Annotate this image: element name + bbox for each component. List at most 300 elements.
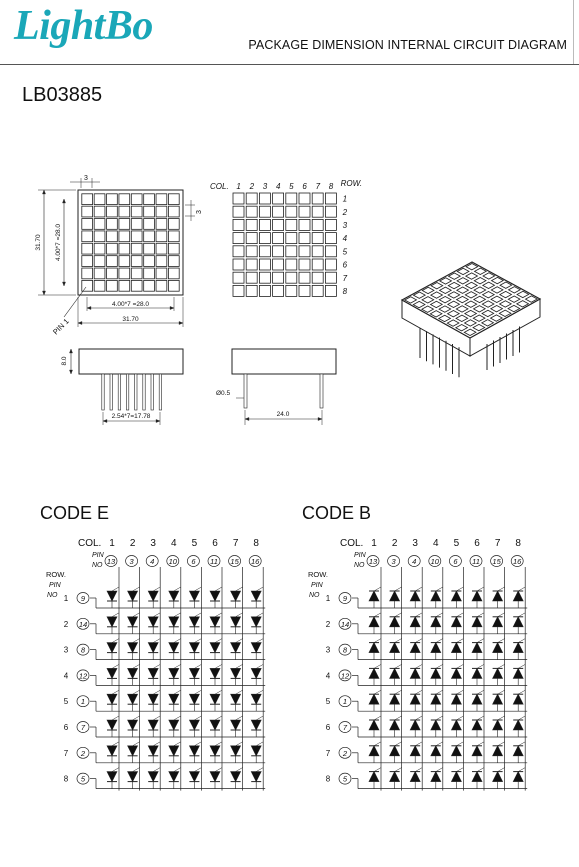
code-b-led-link [436,716,443,720]
code-b-led-diode [451,694,461,704]
grid-led-cell [233,285,244,296]
code-e-led-link [194,716,201,720]
code-b-col-pin-number: 4 [412,557,417,566]
code-e-led-diode [210,617,220,627]
code-b-led-link [498,716,505,720]
code-b-led-link [415,639,422,643]
front-view-led-cell [119,256,130,267]
code-b-led-link [498,690,505,694]
side-view-pin [110,374,112,410]
code-e-led-diode [148,643,158,653]
grid-col-number: 3 [262,182,268,191]
grid-row-number: 1 [342,194,348,204]
code-b-led-diode [493,746,503,756]
code-e-led-link [215,690,222,694]
grid-led-cell [246,246,257,257]
code-b-led-diode [390,746,400,756]
code-b-led-link [477,587,484,591]
front-view-led-cell [156,219,167,230]
grid-led-cell [273,285,284,296]
code-e-col-number: 2 [129,538,136,549]
code-e-led-diode [251,694,261,704]
code-b-col-number: 6 [474,538,480,549]
front-view-led-cell [94,268,105,279]
code-e-led-link [174,664,181,668]
code-b-led-link [395,742,402,746]
code-b-row-number: 4 [325,671,331,681]
code-e-led-diode [231,668,241,678]
code-b-led-diode [513,720,523,730]
code-e-led-diode [107,772,117,782]
code-e-led-link [133,768,140,772]
code-e-led-link [174,639,181,643]
code-b-col-number: 3 [412,538,418,549]
code-e-row-number: 7 [63,748,69,758]
code-e-led-diode [107,617,117,627]
front-view-led-cell [156,206,167,217]
grid-row-label: ROW. [340,179,363,188]
code-e-led-link [153,664,160,668]
code-b-led-link [518,639,525,643]
dim-pin-pitch-label: 2.54*7=17.78 [111,413,151,420]
code-b-led-diode [493,668,503,678]
code-e-led-link [133,716,140,720]
code-b-led-link [415,587,422,591]
code-b-col-number: 1 [371,538,377,549]
code-b-led-link [456,690,463,694]
dim-height-arrow-arrow-a [42,190,45,194]
code-b-led-diode [431,591,441,601]
code-b-led-diode [472,720,482,730]
code-b-led-diode [390,694,400,704]
dim-pin-row-arrow-arrow-a [245,417,249,420]
grid-led-cell [312,259,323,270]
front-view-led-cell [119,280,130,291]
code-b-led-diode [431,720,441,730]
dim-pin-pitch-arrow-arrow-b [156,419,160,422]
code-e-led-diode [231,720,241,730]
code-e-col-pin-number: 11 [210,557,218,566]
code-b-led-diode [410,591,420,601]
code-b-row-number: 3 [325,645,331,655]
front-view-led-cell [156,268,167,279]
code-b-col-number: 7 [494,538,501,549]
code-b-led-link [456,587,463,591]
end-view-body [232,349,336,374]
code-b-led-link [456,639,463,643]
code-b-led-diode [431,643,441,653]
grid-led-cell [273,246,284,257]
front-view-led-cell [107,219,118,230]
code-b-led-diode [390,617,400,627]
code-b-row-number: 1 [325,594,331,603]
code-e-row-number: 2 [63,619,69,629]
code-b-led-link [395,639,402,643]
front-view-led-cell [131,206,142,217]
code-b-led-link [456,742,463,746]
code-b-led-link [477,690,484,694]
grid-led-cell [259,285,270,296]
grid-led-cell [286,285,297,296]
code-e-led-diode [128,694,138,704]
code-e-led-link [112,768,119,772]
code-e-row-pin-number: 7 [80,723,86,732]
grid-led-cell [325,259,336,270]
code-e-led-link [174,690,181,694]
grid-led-cell [233,219,244,230]
grid-led-cell [233,233,244,244]
code-e-col-number: 1 [109,538,115,549]
code-e-row-pin-number: 2 [80,748,86,758]
code-e-led-diode [210,746,220,756]
code-e-led-link [256,716,263,720]
dim-width-arrow-arrow-a [78,321,82,324]
dim-pin-pitch-arrow-arrow-a [103,419,107,422]
dim-pitch-h-arrow-arrow-a [87,306,91,309]
code-b-row-no-label: NO [309,592,320,599]
code-b-col-number: 4 [433,538,439,549]
front-view-led-cell [131,243,142,254]
code-b-led-link [374,664,381,668]
grid-led-cell [259,219,270,230]
grid-led-cell [312,193,323,204]
code-e-led-link [236,664,243,668]
code-e-row-label: ROW. [46,570,66,579]
code-b-led-link [374,742,381,746]
code-e-led-link [153,587,160,591]
code-e-led-link [174,587,181,591]
side-view-pin [135,374,137,410]
code-e-col-pin-number: 13 [106,557,116,566]
code-e-led-link [112,716,119,720]
dim-thickness-arrow-arrow-a [69,349,72,353]
code-b-row-number: 7 [325,748,331,758]
code-e-led-diode [231,746,241,756]
code-b-led-diode [451,772,461,782]
code-e-led-link [236,768,243,772]
code-e-led-diode [231,772,241,782]
code-b-led-diode [410,772,420,782]
grid-led-cell [246,219,257,230]
pin1-leader [64,287,86,317]
code-b-led-diode [513,643,523,653]
code-e-row-pin-number: 14 [78,619,88,629]
front-view-led-cell [119,194,130,205]
dim-pin-row-label: 24.0 [276,411,290,418]
code-b-led-link [518,742,525,746]
code-b-col-label: COL. [340,538,364,549]
dim-width-label: 31.70 [122,316,139,323]
code-b-led-diode [410,617,420,627]
code-b-row-pin-number: 8 [342,645,348,655]
code-b-led-diode [451,746,461,756]
code-b-led-diode [410,643,420,653]
code-e-led-link [215,587,222,591]
code-e-led-diode [231,617,241,627]
code-b-led-diode [410,668,420,678]
code-b-led-diode [369,643,379,653]
code-e-led-link [194,639,201,643]
code-b-led-diode [472,617,482,627]
code-e-led-diode [148,694,158,704]
code-e-led-diode [169,591,179,601]
code-e-led-diode [128,668,138,678]
code-b-led-link [456,613,463,617]
code-b-led-diode [451,720,461,730]
code-e-led-diode [210,591,220,601]
grid-row-number: 8 [342,287,348,296]
code-e-col-pin-number: 3 [129,557,134,566]
code-b-led-diode [493,772,503,782]
dim-pitch-h-arrow-arrow-b [170,306,174,309]
code-b-led-link [436,768,443,772]
code-b-led-diode [431,617,441,627]
grid-led-cell [286,193,297,204]
code-b-led-link [477,664,484,668]
code-b-led-link [477,716,484,720]
code-e-led-link [133,587,140,591]
grid-led-cell [312,272,323,283]
code-e-row-pin-number: 12 [78,671,88,681]
code-b-led-diode [513,772,523,782]
code-b-led-link [477,768,484,772]
dim-pitch-v-label: 4.00*7 =28.0 [55,223,62,262]
code-b-led-diode [493,694,503,704]
front-view-led-cell [156,280,167,291]
code-e-led-diode [231,694,241,704]
code-b-led-link [395,664,402,668]
grid-led-cell [273,272,284,283]
code-b-led-diode [369,720,379,730]
grid-led-cell [286,259,297,270]
grid-led-cell [325,219,336,230]
code-b-led-link [436,742,443,746]
code-e-led-link [215,639,222,643]
code-e-led-diode [251,643,261,653]
code-e-led-diode [128,591,138,601]
code-b-row-pin-number: 12 [340,671,350,681]
code-e-row-number: 8 [63,774,69,784]
grid-led-cell [286,233,297,244]
dim-pitch-v-arrow-arrow-a [62,199,65,203]
code-e-led-link [174,768,181,772]
code-b-led-link [477,613,484,617]
code-b-led-diode [513,617,523,627]
code-b-led-link [374,639,381,643]
code-b-led-diode [451,643,461,653]
code-b-led-diode [493,617,503,627]
front-view-led-cell [168,231,179,242]
grid-col-number: 1 [236,182,241,191]
code-e-col-no-label: NO [92,562,103,569]
grid-led-cell [299,193,310,204]
code-b-row-number: 5 [325,697,331,707]
code-e-col-pin-number: 4 [150,557,155,566]
code-b-led-diode [513,746,523,756]
grid-led-cell [312,233,323,244]
code-b-led-link [518,587,525,591]
front-view-led-cell [82,194,93,205]
code-e-col-number: 6 [212,538,218,549]
code-b-col-pin-number: 13 [368,557,378,566]
front-view-led-cell [168,268,179,279]
code-b-led-link [518,613,525,617]
code-e-led-link [133,664,140,668]
dim-pitch-v-arrow-arrow-b [62,282,65,286]
grid-row-number: 2 [342,207,348,217]
front-view-led-cell [144,219,155,230]
front-view-led-cell [119,268,130,279]
code-e-led-diode [189,591,199,601]
code-e-led-diode [107,694,117,704]
front-view-led-cell [94,231,105,242]
code-b-led-diode [493,591,503,601]
code-e-col-number: 5 [191,538,198,549]
code-b-led-link [518,768,525,772]
grid-led-cell [312,219,323,230]
code-e-led-link [194,742,201,746]
code-e-led-diode [169,694,179,704]
code-b-led-diode [472,668,482,678]
grid-led-cell [325,206,336,217]
grid-led-cell [299,233,310,244]
front-view-led-cell [94,206,105,217]
code-b-row-pin-number: 14 [340,619,350,629]
code-e-led-diode [189,643,199,653]
code-b-led-diode [390,643,400,653]
code-b-led-diode [493,720,503,730]
code-e-led-link [236,690,243,694]
code-e-row-number: 4 [63,671,69,681]
front-view-led-cell [107,280,118,291]
code-b-led-diode [410,720,420,730]
front-view-led-cell [168,219,179,230]
code-e-row-no-label: NO [47,592,58,599]
grid-led-cell [325,233,336,244]
code-e-led-diode [251,591,261,601]
code-e-led-link [194,613,201,617]
code-e-led-diode [128,746,138,756]
grid-led-cell [259,272,270,283]
code-e-led-diode [189,772,199,782]
code-b-led-link [415,742,422,746]
code-e-led-link [236,716,243,720]
grid-led-cell [273,193,284,204]
code-e-led-link [256,664,263,668]
front-view-led-cell [144,194,155,205]
front-view-led-cell [168,194,179,205]
grid-led-cell [259,259,270,270]
side-view-body [79,349,183,374]
dim-height-label: 31.70 [35,234,42,251]
grid-led-cell [286,206,297,217]
code-b-led-link [374,716,381,720]
grid-led-cell [259,233,270,244]
front-view-led-cell [94,194,105,205]
code-b-led-diode [451,617,461,627]
code-e-led-diode [210,668,220,678]
pin1-label: PIN 1 [51,316,71,337]
code-b-led-link [456,664,463,668]
dim-pitch-h-label: 4.00*7 =28.0 [111,301,150,308]
end-view-pin [244,374,247,408]
side-view-pin [126,374,128,410]
code-b-col-pin-number: 15 [492,557,501,566]
code-b-col-pin-number: 10 [430,557,439,566]
code-b-led-link [518,664,525,668]
code-b-led-diode [451,591,461,601]
code-e-led-diode [107,591,117,601]
code-e-led-diode [107,643,117,653]
code-b-led-diode [369,694,379,704]
grid-led-cell [259,193,270,204]
grid-col-number: 6 [302,182,307,191]
code-e-led-link [236,639,243,643]
grid-led-cell [246,233,257,244]
front-view-led-cell [119,243,130,254]
code-e-led-diode [251,746,261,756]
front-view-led-cell [131,194,142,205]
grid-led-cell [233,246,244,257]
grid-led-cell [299,285,310,296]
front-view-led-cell [119,219,130,230]
brand-logo: LightBo [14,3,153,49]
code-e-led-link [194,768,201,772]
front-view-led-cell [156,231,167,242]
front-view-led-cell [156,194,167,205]
code-e-row-number: 6 [63,723,69,732]
code-e-led-diode [189,694,199,704]
code-e-led-diode [128,643,138,653]
code-e-led-diode [251,617,261,627]
front-view-led-cell [131,268,142,279]
code-b-led-link [498,742,505,746]
grid-led-cell [299,219,310,230]
code-e-row-number: 5 [63,697,69,707]
code-e-led-diode [128,772,138,782]
code-e-led-link [133,690,140,694]
code-e-led-link [256,639,263,643]
grid-led-cell [325,246,336,257]
code-b-col-number: 8 [515,538,521,549]
grid-led-cell [273,233,284,244]
code-b-row-number: 2 [325,619,331,629]
code-e-led-diode [210,720,220,730]
code-b-led-link [436,587,443,591]
dim-pitch-label: 3 [84,175,88,182]
grid-led-cell [246,193,257,204]
code-e-led-diode [148,591,158,601]
code-e-led-diode [169,643,179,653]
grid-led-cell [246,259,257,270]
side-view-pin [143,374,145,410]
code-b-row-number: 8 [325,774,331,784]
front-view-led-cell [131,231,142,242]
code-e-led-link [112,690,119,694]
code-e-led-diode [148,746,158,756]
code-e-col-number: 8 [253,538,259,549]
code-e-led-diode [210,772,220,782]
code-e-led-diode [169,668,179,678]
code-e-led-link [236,613,243,617]
code-b-led-link [395,587,402,591]
front-view-led-cell [156,243,167,254]
code-b-led-diode [431,668,441,678]
grid-row-number: 4 [342,234,348,244]
front-view-led-cell [168,256,179,267]
code-b-led-diode [390,668,400,678]
code-e-row-pin-number: 8 [80,645,86,655]
